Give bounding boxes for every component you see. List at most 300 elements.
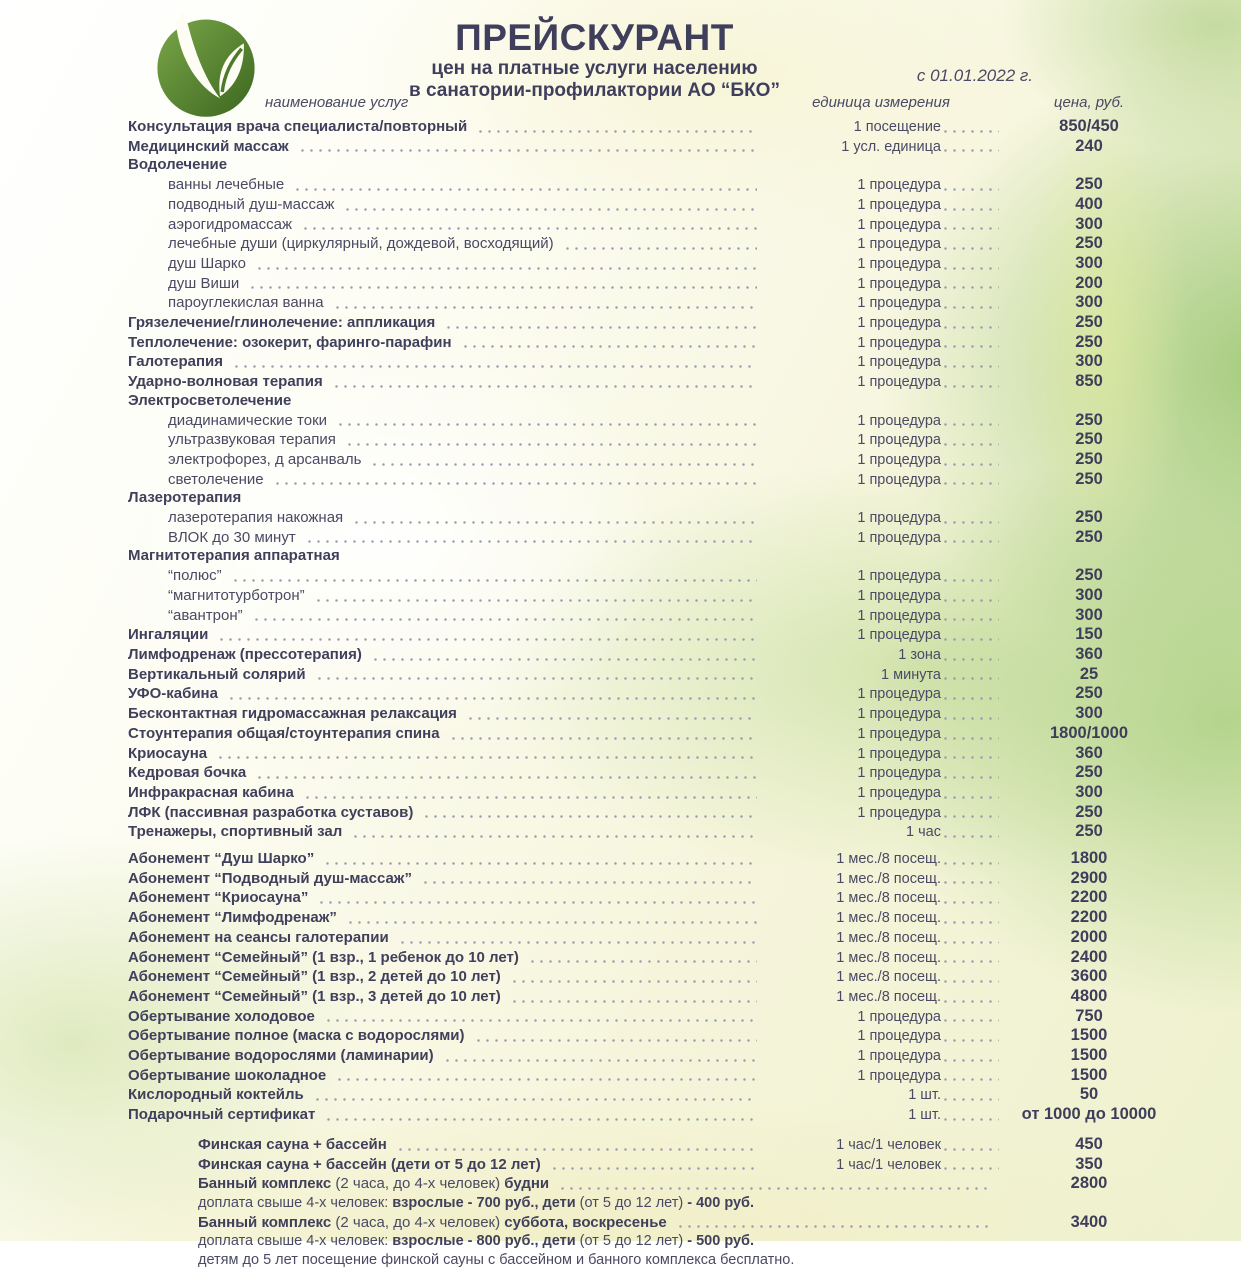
service-price: 250 (1075, 527, 1103, 546)
service-row (128, 1105, 1179, 1125)
service-unit: 1 процедура (857, 1067, 941, 1084)
dotted-leader (255, 267, 757, 270)
service-unit: 1 процедура (857, 765, 941, 782)
service-row (128, 215, 1179, 235)
service-price: 150 (1075, 625, 1103, 644)
service-name: детям до 5 лет посещение финской сауны с бассейном и банного комплекса бесплатно. (198, 1252, 795, 1269)
dotted-leader (510, 1000, 757, 1003)
service-name: Консультация врача специалиста/повторный (128, 118, 468, 135)
service-name: Абонемент “Душ Шарко” (128, 850, 315, 868)
dotted-leader (941, 345, 999, 348)
service-price: 360 (1075, 644, 1103, 663)
service-price: 250 (1075, 234, 1103, 253)
dotted-leader (528, 960, 757, 963)
service-unit: 1 процедура (857, 784, 941, 801)
service-unit: 1 шт. (908, 1087, 941, 1104)
dotted-leader (941, 423, 999, 426)
dotted-leader (449, 737, 757, 740)
dotted-leader (248, 286, 757, 289)
service-unit: 1 процедура (857, 177, 941, 194)
dotted-leader (510, 980, 757, 983)
service-unit: 1 процедура (857, 334, 941, 351)
service-row (128, 333, 1179, 353)
dotted-leader (941, 482, 999, 485)
service-price: 300 (1075, 704, 1103, 723)
service-row (128, 928, 1179, 948)
service-price: 250 (1075, 763, 1103, 782)
dotted-leader (298, 149, 757, 152)
service-price: 250 (1075, 449, 1103, 468)
service-price: 250 (1075, 508, 1103, 527)
service-name: Обертывание водорослями (ламинарии) (128, 1047, 434, 1065)
dotted-leader (351, 835, 757, 838)
service-unit: 1 шт. (908, 1107, 941, 1124)
price-table (128, 117, 1179, 1270)
dotted-leader (941, 677, 999, 680)
service-row (128, 869, 1179, 889)
service-name: Абонемент на сеансы галотерапии (128, 928, 389, 946)
service-price: 2800 (1070, 1174, 1108, 1193)
service-name: светолечение (168, 470, 264, 488)
dotted-leader (941, 862, 999, 865)
page-title: ПРЕЙСКУРАНТ (455, 17, 734, 58)
service-name: Обертывание холодовое (128, 1007, 315, 1025)
header (0, 18, 1241, 102)
service-price: 300 (1075, 214, 1103, 233)
service-price: 1500 (1070, 1046, 1108, 1065)
service-price: 2000 (1070, 927, 1108, 946)
service-price: 300 (1075, 253, 1103, 272)
dotted-leader (941, 1167, 999, 1170)
service-price: 1500 (1070, 1026, 1108, 1045)
service-row (128, 117, 1179, 137)
note-row (128, 1194, 1179, 1213)
service-unit: 1 процедура (857, 451, 941, 468)
dotted-leader (293, 188, 757, 191)
service-name: Электросветолечение (128, 391, 292, 409)
service-price: 25 (1079, 664, 1099, 683)
service-row (128, 234, 1179, 254)
service-row (128, 195, 1179, 215)
service-unit: 1 мес./8 посещ. (836, 969, 941, 986)
service-unit: 1 процедура (857, 295, 941, 312)
dotted-leader (216, 756, 757, 759)
dotted-leader (474, 1039, 757, 1042)
service-name: Теплолечение: озокерит, фаринго-парафин (128, 333, 452, 351)
service-unit: 1 процедура (857, 216, 941, 233)
service-price: от 1000 до 10000 (1021, 1105, 1157, 1124)
service-unit: 1 процедура (857, 706, 941, 723)
service-price: 2200 (1070, 888, 1108, 907)
dotted-leader (941, 1039, 999, 1042)
service-price: 250 (1075, 430, 1103, 449)
dotted-leader (941, 227, 999, 230)
service-unit: 1 процедура (857, 315, 941, 332)
service-row (128, 967, 1179, 987)
service-price: 850/450 (1059, 117, 1119, 135)
dotted-leader (476, 130, 757, 133)
service-name: ванны лечебные (168, 176, 285, 194)
dotted-leader (315, 677, 757, 680)
dotted-leader (332, 385, 757, 388)
service-name: Абонемент “Семейный” (1 взр., 1 ребенок до 10 лет) (128, 948, 519, 966)
service-name: Грязелечение/глинолечение: аппликация (128, 314, 436, 332)
page-subtitle-2: в санатории-профилактории АО “БКО” (409, 80, 780, 101)
dotted-leader (941, 1148, 999, 1151)
service-row (128, 684, 1179, 704)
service-name: Финская сауна + бассейн (дети от 5 до 12 лет) (198, 1155, 541, 1173)
service-price: 2900 (1070, 868, 1108, 887)
service-price: 400 (1075, 194, 1103, 213)
service-price: 3400 (1070, 1212, 1108, 1231)
service-price: 250 (1075, 684, 1103, 703)
service-price: 1500 (1070, 1065, 1108, 1084)
dotted-leader (941, 921, 999, 924)
service-name: Ингаляции (128, 626, 209, 644)
service-price: 360 (1075, 743, 1103, 762)
service-unit: 1 процедура (857, 745, 941, 762)
dotted-leader (941, 941, 999, 944)
service-row (128, 293, 1179, 313)
service-name: Банный комплекс (2 часа, до 4-х человек) будни (198, 1175, 550, 1193)
dotted-leader (217, 638, 757, 641)
dotted-leader (941, 658, 999, 661)
service-name: аэрогидромассаж (168, 215, 292, 233)
dotted-leader (255, 776, 757, 779)
service-price: 4800 (1070, 986, 1108, 1005)
dotted-leader (345, 443, 757, 446)
effective-date: с 01.01.2022 г. (916, 66, 1033, 85)
dotted-leader (941, 267, 999, 270)
dotted-leader (941, 815, 999, 818)
service-name: “полюс” (168, 567, 222, 585)
service-name: Обертывание шоколадное (128, 1066, 327, 1084)
service-name: электрофорез, д арсанваль (168, 450, 362, 468)
service-price: 200 (1075, 273, 1103, 292)
group-row (128, 489, 1179, 508)
service-price: 1800 (1070, 849, 1108, 868)
service-unit: 1 процедура (857, 1028, 941, 1045)
dotted-leader (303, 796, 757, 799)
dotted-leader (550, 1167, 757, 1170)
service-name: душ Шарко (168, 254, 246, 272)
service-unit: 1 мес./8 посещ. (836, 890, 941, 907)
service-row (128, 137, 1179, 157)
service-name: Кедровая бочка (128, 764, 247, 782)
service-unit: 1 процедура (857, 607, 941, 624)
service-row (128, 1007, 1179, 1027)
service-price: 1800/1000 (1050, 723, 1128, 742)
service-price: 2400 (1070, 947, 1108, 966)
service-unit: 1 процедура (857, 804, 941, 821)
service-price: 300 (1075, 605, 1103, 624)
service-row (128, 822, 1179, 842)
service-row (128, 849, 1179, 869)
column-header-unit: единица измерения (812, 94, 950, 111)
dotted-leader (421, 881, 757, 884)
service-price: 250 (1075, 410, 1103, 429)
dotted-leader (558, 1187, 993, 1190)
service-price: 250 (1075, 566, 1103, 585)
group-row (128, 156, 1179, 175)
dotted-leader (941, 960, 999, 963)
service-unit: 1 минута (881, 666, 941, 683)
service-name: ультразвуковая терапия (168, 431, 336, 449)
service-row (128, 1174, 1179, 1194)
service-row (128, 450, 1179, 470)
service-row (128, 372, 1179, 392)
dotted-leader (941, 1098, 999, 1101)
dotted-leader (370, 463, 757, 466)
dotted-leader (343, 208, 757, 211)
service-price: 350 (1075, 1154, 1103, 1173)
dotted-leader (941, 618, 999, 621)
service-name: лечебные души (циркулярный, дождевой, восходящий) (168, 235, 554, 253)
service-name: Финская сауна + бассейн (198, 1135, 387, 1153)
dotted-leader (323, 862, 757, 865)
service-unit: 1 час (906, 824, 941, 841)
service-price: 300 (1075, 585, 1103, 604)
service-unit: 1 процедура (857, 471, 941, 488)
service-row (128, 1046, 1179, 1066)
service-unit: 1 процедура (857, 568, 941, 585)
service-price: 250 (1075, 822, 1103, 841)
dotted-leader (941, 835, 999, 838)
service-row (128, 586, 1179, 606)
dotted-leader (336, 423, 757, 426)
service-row (128, 625, 1179, 645)
service-unit: 1 час/1 человек (836, 1136, 941, 1153)
service-price: 250 (1075, 175, 1103, 194)
service-row (128, 430, 1179, 450)
service-name: “магнитотурботрон” (168, 586, 305, 604)
dotted-leader (941, 638, 999, 641)
dotted-leader (941, 737, 999, 740)
dotted-leader (941, 365, 999, 368)
service-name: Абонемент “Лимфодренаж” (128, 909, 337, 927)
service-row (128, 606, 1179, 626)
service-row (128, 763, 1179, 783)
dotted-leader (466, 717, 757, 720)
service-unit: 1 процедура (857, 686, 941, 703)
dotted-leader (335, 1078, 757, 1081)
dotted-leader (317, 901, 757, 904)
service-name: пароуглекислая ванна (168, 294, 324, 312)
service-name: Ударно-волновая терапия (128, 373, 323, 391)
service-name: Криосауна (128, 744, 208, 762)
service-name: Абонемент “Подводный душ-массаж” (128, 869, 412, 887)
service-row (128, 888, 1179, 908)
service-name: “авантрон” (168, 606, 243, 624)
dotted-leader (231, 579, 757, 582)
dotted-leader (314, 599, 757, 602)
service-unit: 1 процедура (857, 275, 941, 292)
service-row (128, 783, 1179, 803)
service-row (128, 724, 1179, 744)
service-name: Тренажеры, спортивный зал (128, 823, 343, 841)
service-row (128, 274, 1179, 294)
column-header-name: наименование услуг (265, 94, 409, 111)
service-name: душ Виши (168, 274, 240, 292)
service-name: лазеротерапия накожная (168, 509, 344, 527)
service-row (128, 411, 1179, 431)
dotted-leader (941, 208, 999, 211)
page-subtitle-1: цен на платные услуги населению (431, 58, 758, 79)
service-unit: 1 мес./8 посещ. (836, 870, 941, 887)
service-row (128, 744, 1179, 764)
service-name: Обертывание полное (маска с водорослями) (128, 1027, 465, 1045)
service-unit: 1 процедура (857, 1008, 941, 1025)
dotted-leader (443, 1059, 757, 1062)
service-unit: 1 усл. единица (841, 138, 941, 155)
service-unit: 1 процедура (857, 1048, 941, 1065)
dotted-leader (941, 1059, 999, 1062)
service-unit: 1 процедура (857, 255, 941, 272)
dotted-leader (941, 1118, 999, 1121)
service-name: Бесконтактная гидромассажная релаксация (128, 705, 457, 723)
service-unit: 1 процедура (857, 529, 941, 546)
service-unit: 1 мес./8 посещ. (836, 988, 941, 1005)
service-price: 300 (1075, 782, 1103, 801)
dotted-leader (941, 697, 999, 700)
dotted-leader (444, 326, 757, 329)
dotted-leader (352, 521, 757, 524)
dotted-leader (313, 1098, 757, 1101)
service-row (128, 948, 1179, 968)
dotted-leader (941, 881, 999, 884)
dotted-leader (941, 717, 999, 720)
service-unit: 1 процедура (857, 725, 941, 742)
service-name: Стоунтерапия общая/стоунтерапия спина (128, 724, 440, 742)
dotted-leader (941, 756, 999, 759)
service-price: 2200 (1070, 908, 1108, 927)
service-row (128, 645, 1179, 665)
service-unit: 1 процедура (857, 587, 941, 604)
service-unit: 1 процедура (857, 432, 941, 449)
service-unit: 1 посещение (853, 119, 941, 135)
service-price: 300 (1075, 352, 1103, 371)
service-price: 850 (1075, 372, 1103, 391)
dotted-leader (941, 599, 999, 602)
dotted-leader (941, 521, 999, 524)
service-name: доплата свыше 4-х человек: взрослые - 700 руб., дети (от 5 до 12 лет) - 400 руб. (198, 1194, 755, 1211)
service-unit: 1 зона (898, 646, 941, 663)
service-price: 240 (1075, 136, 1103, 155)
service-name: УФО-кабина (128, 685, 218, 703)
service-price: 250 (1075, 802, 1103, 821)
service-price: 50 (1079, 1085, 1099, 1104)
dotted-leader (324, 1019, 757, 1022)
service-unit: 1 процедура (857, 510, 941, 527)
service-row (128, 528, 1179, 548)
dotted-leader (941, 247, 999, 250)
service-row (128, 254, 1179, 274)
note-row (128, 1251, 1179, 1270)
dotted-leader (396, 1148, 757, 1151)
service-row (128, 1155, 1179, 1175)
service-unit: 1 мес./8 посещ. (836, 851, 941, 868)
service-unit: 1 процедура (857, 627, 941, 644)
service-name: ВЛОК до 30 минут (168, 528, 296, 546)
service-unit: 1 процедура (857, 354, 941, 371)
dotted-leader (941, 463, 999, 466)
dotted-leader (941, 1019, 999, 1022)
service-row (128, 987, 1179, 1007)
service-unit: 1 процедура (857, 412, 941, 429)
service-row (128, 803, 1179, 823)
dotted-leader (273, 482, 757, 485)
dotted-leader (371, 658, 757, 661)
service-row (128, 1135, 1179, 1155)
dotted-leader (941, 130, 999, 133)
service-row (128, 508, 1179, 528)
service-name: Абонемент “Семейный” (1 взр., 3 детей до 10 лет) (128, 987, 501, 1005)
dotted-leader (941, 796, 999, 799)
dotted-leader (252, 618, 757, 621)
dotted-leader (941, 540, 999, 543)
service-name: Банный комплекс (2 часа, до 4-х человек) суббота, воскресенье (198, 1213, 667, 1231)
dotted-leader (422, 815, 757, 818)
dotted-leader (333, 306, 757, 309)
service-name: Водолечение (128, 156, 228, 174)
service-unit: 1 мес./8 посещ. (836, 929, 941, 946)
service-row (128, 175, 1179, 195)
service-row (128, 704, 1179, 724)
dotted-leader (676, 1225, 993, 1228)
service-name: Лазеротерапия (128, 489, 242, 507)
service-price: 250 (1075, 469, 1103, 488)
service-unit: 1 мес./8 посещ. (836, 949, 941, 966)
service-unit: 1 процедура (857, 374, 941, 391)
service-row (128, 1213, 1179, 1233)
dotted-leader (941, 776, 999, 779)
service-row (128, 1085, 1179, 1105)
column-header-price: цена, руб. (1053, 94, 1125, 111)
service-price: 750 (1075, 1006, 1103, 1025)
service-price: 3600 (1070, 967, 1108, 986)
dotted-leader (941, 385, 999, 388)
service-row (128, 908, 1179, 928)
dotted-leader (941, 188, 999, 191)
service-name: Абонемент “Криосауна” (128, 889, 309, 907)
service-row (128, 313, 1179, 333)
service-row (128, 1026, 1179, 1046)
dotted-leader (461, 345, 757, 348)
service-unit: 1 час/1 человек (836, 1156, 941, 1173)
service-unit: 1 процедура (857, 236, 941, 253)
dotted-leader (941, 286, 999, 289)
service-name: подводный душ-массаж (168, 195, 335, 213)
service-unit: 1 мес./8 посещ. (836, 910, 941, 927)
dotted-leader (941, 1078, 999, 1081)
dotted-leader (941, 443, 999, 446)
service-name: Инфракрасная кабина (128, 783, 294, 801)
service-price: 250 (1075, 313, 1103, 332)
note-row (128, 1232, 1179, 1251)
service-name: Лимфодренаж (прессотерапия) (128, 645, 362, 663)
dotted-leader (941, 980, 999, 983)
dotted-leader (941, 579, 999, 582)
group-row (128, 392, 1179, 411)
dotted-leader (398, 941, 757, 944)
service-name: ЛФК (пассивная разработка суставов) (128, 803, 414, 821)
service-price: 300 (1075, 293, 1103, 312)
dotted-leader (563, 247, 757, 250)
dotted-leader (941, 901, 999, 904)
service-name: Магнитотерапия аппаратная (128, 547, 340, 565)
service-name: Вертикальный солярий (128, 665, 306, 683)
service-row (128, 665, 1179, 685)
